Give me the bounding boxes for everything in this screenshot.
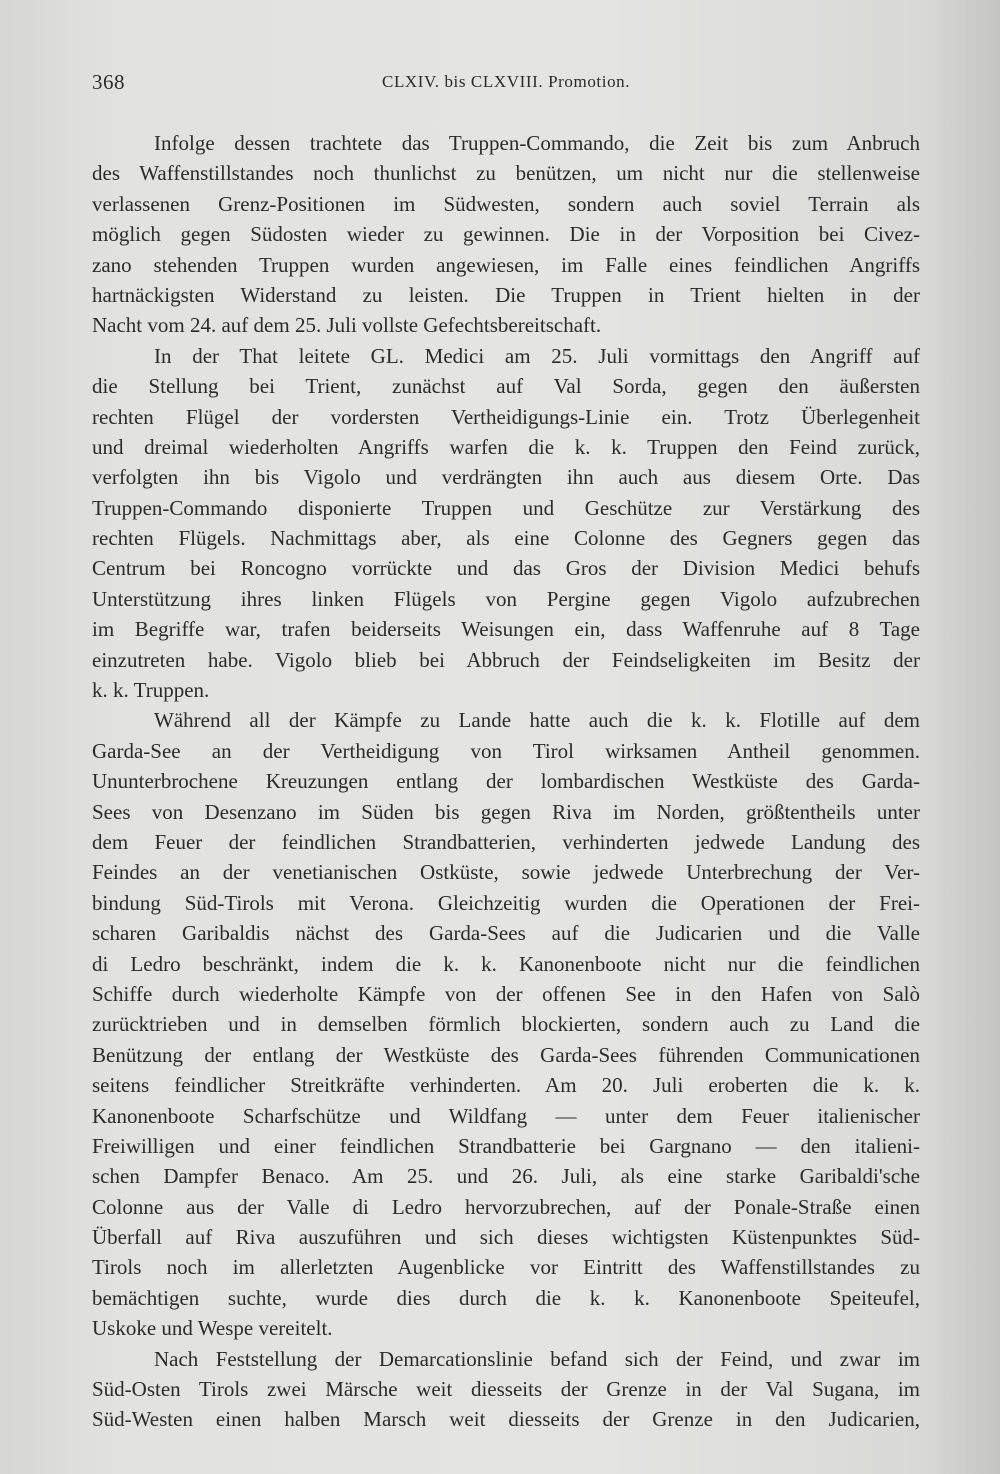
text-line: Colonne aus der Valle di Ledro hervorzubrechen, auf der Ponale-Straße einen [92, 1194, 920, 1219]
text-line: einzutreten habe. Vigolo blieb bei Abbruch der Feindseligkeiten im Besitz der [92, 647, 920, 672]
text-line: Freiwilligen und einer feindlichen Strandbatterie bei Gargnano — den italieni- [92, 1133, 920, 1158]
text-line: k. k. Truppen. [92, 678, 210, 703]
text-line: zano stehenden Truppen wurden angewiesen, im Falle eines feindlichen Angriffs [92, 252, 920, 277]
text-line: die Stellung bei Trient, zunächst auf Val Sorda, gegen den äußersten [92, 374, 920, 399]
text-line: Während all der Kämpfe zu Lande hatte auch die k. k. Flotille auf dem [154, 708, 920, 733]
text-line: Nach Feststellung der Demarcationslinie befand sich der Feind, und zwar im [154, 1346, 920, 1371]
text-line: dem Feuer der feindlichen Strandbatterien, verhinderten jedwede Landung des [92, 829, 920, 854]
text-line: di Ledro beschränkt, indem die k. k. Kanonenboote nicht nur die feindlichen [92, 951, 920, 976]
running-head: CLXIV. bis CLXVIII. Promotion. [382, 72, 631, 91]
text-line: Feindes an der venetianischen Ostküste, sowie jedwede Unterbrechung der Ver- [92, 860, 920, 885]
text-line: Kanonenboote Scharfschütze und Wildfang — unter dem Feuer italienischer [92, 1103, 920, 1128]
page-header [92, 70, 922, 100]
text-line: schen Dampfer Benaco. Am 25. und 26. Juli, als eine starke Garibaldi'sche [92, 1164, 920, 1189]
text-line: Schiffe durch wiederholte Kämpfe von der offenen See in den Hafen von Salò [92, 981, 920, 1006]
text-line: im Begriffe war, trafen beiderseits Weisungen ein, dass Waffenruhe auf 8 Tage [92, 617, 920, 642]
text-line: Uskoke und Wespe vereitelt. [92, 1316, 333, 1341]
text-line: bindung Süd-Tirols mit Verona. Gleichzeitig wurden die Operationen der Frei- [92, 890, 920, 915]
text-line: verfolgten ihn bis Vigolo und verdrängten ihn auch aus diesem Orte. Das [92, 465, 920, 490]
text-line: Ununterbrochene Kreuzungen entlang der lombardischen Westküste des Garda- [92, 769, 920, 794]
text-line: des Waffenstillstandes noch thunlichst zu benützen, um nicht nur die stellenweise [92, 161, 920, 186]
text-line: Tirols noch im allerletzten Augenblicke vor Eintritt des Waffenstillstandes zu [92, 1255, 920, 1280]
text-line: Centrum bei Roncogno vorrückte und das Gros der Division Medici behufs [92, 556, 920, 581]
text-line: In der That leitete GL. Medici am 25. Juli vormittags den Angriff auf [154, 343, 920, 368]
text-line: zurücktrieben und in demselben förmlich blockierten, sondern auch zu Land die [92, 1012, 920, 1037]
text-line: und dreimal wiederholten Angriffs warfen die k. k. Truppen den Feind zurück, [92, 434, 920, 459]
text-line: möglich gegen Südosten wieder zu gewinnen. Die in der Vorposition bei Civez- [92, 222, 920, 247]
text-line: bemächtigen suchte, wurde dies durch die k. k. Kanonenboote Speiteufel, [92, 1285, 920, 1310]
text-line: verlassenen Grenz-Positionen im Südwesten, sondern auch soviel Terrain als [92, 191, 920, 216]
text-line: Garda-See an der Vertheidigung von Tirol wirksamen Antheil genommen. [92, 738, 920, 763]
text-line: rechten Flügel der vordersten Vertheidigungs-Linie ein. Trotz Überlegenheit [92, 404, 920, 429]
text-line: rechten Flügels. Nachmittags aber, als eine Colonne des Gegners gegen das [92, 526, 920, 551]
text-line: Infolge dessen trachtete das Truppen-Commando, die Zeit bis zum Anbruch [154, 131, 920, 155]
text-line: Süd-Westen einen halben Marsch weit diesseits der Grenze in den Judicarien, [92, 1407, 920, 1432]
text-line: seitens feindlicher Streitkräfte verhinderten. Am 20. Juli eroberten die k. k. [92, 1073, 920, 1098]
text-line: hartnäckigsten Widerstand zu leisten. Die Truppen in Trient hielten in der [92, 282, 920, 307]
text-line: Benützung der entlang der Westküste des Garda-Sees führenden Communicationen [92, 1042, 920, 1067]
text-line: Sees von Desenzano im Süden bis gegen Riva im Norden, größtentheils unter [92, 799, 920, 824]
text-line: Süd-Osten Tirols zwei Märsche weit diesseits der Grenze in der Val Sugana, im [92, 1377, 920, 1402]
text-line: Nacht vom 24. auf dem 25. Juli vollste Gefechtsbereitschaft. [92, 313, 602, 338]
text-line: Truppen-Commando disponierte Truppen und Geschütze zur Verstärkung des [92, 495, 920, 520]
text-line: scharen Garibaldis nächst des Garda-Sees auf die Judicarien und die Valle [92, 921, 920, 946]
page-number: 368 [92, 70, 125, 94]
text-line: Unterstützung ihres linken Flügels von Pergine gegen Vigolo aufzubrechen [92, 586, 920, 611]
body-text [92, 128, 920, 1435]
text-line: Überfall auf Riva auszuführen und sich dieses wichtigsten Küstenpunktes Süd- [92, 1225, 920, 1250]
